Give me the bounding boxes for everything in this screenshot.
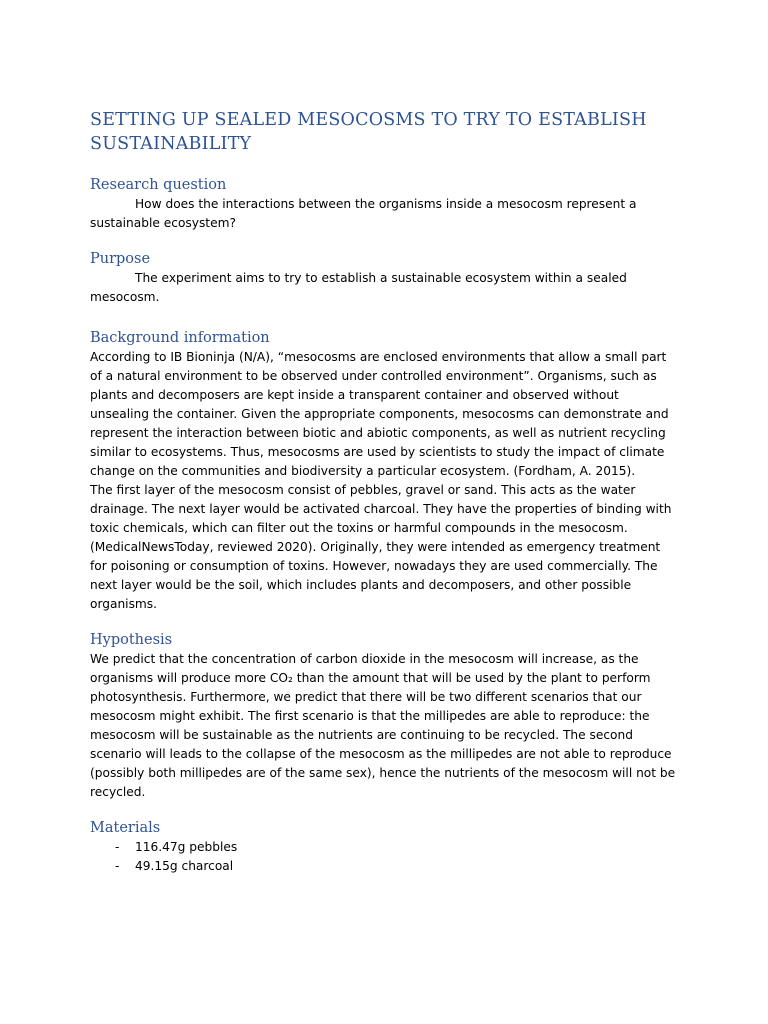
hypothesis-heading: Hypothesis (90, 632, 173, 648)
document-title: SETTING UP SEALED MESOCOSMS TO TRY TO ESTABLISH SUSTAINABILITY (90, 110, 647, 154)
materials-item-label: 116.47g pebbles (135, 840, 238, 854)
research-question-text: How does the interactions between the organisms inside a mesocosm represent a sustainable ecosystem? (90, 197, 637, 230)
research-question-heading: Research question (90, 177, 227, 193)
bullet-dash: - (115, 859, 120, 873)
background-paragraph-2: The first layer of the mesocosm consist of pebbles, gravel or sand. This acts as the water drainage. The next layer would be activated charcoal. They have the properties of binding with toxic chemicals, which can filter out the toxins or harmful compounds in the mesocosm. (MedicalNewsToday, reviewed 2020). Originally, they were intended as emergency treatment for poisoning or consumption of toxins. However, nowadays they are used commercially. The next layer would be the soil, which includes plants and decomposers, and other possible organisms. (90, 483, 672, 611)
materials-heading: Materials (90, 820, 161, 836)
materials-list (90, 838, 678, 876)
purpose-heading: Purpose (90, 251, 151, 267)
hypothesis-text: We predict that the concentration of carbon dioxide in the mesocosm will increase, as the organisms will produce more CO₂ than the amount that will be used by the plant to perform photosynthesis. Furthermore, we predict that there will be two different scenarios that our mesocosm might exhibit. The first scenario is that the millipedes are able to reproduce: the mesocosm will be sustainable as the nutrients are continuing to be recycled. The second scenario will leads to the collapse of the mesocosm as the millipedes are not able to reproduce (possibly both millipedes are of the same sex), hence the nutrients of the mesocosm will not be recycled. (90, 652, 676, 799)
materials-item (115, 838, 678, 857)
background-heading: Background information (90, 330, 270, 346)
bullet-dash: - (115, 840, 120, 854)
materials-item-label: 49.15g charcoal (135, 859, 234, 873)
purpose-text: The experiment aims to try to establish a sustainable ecosystem within a sealed mesocosm. (90, 271, 627, 304)
materials-item (115, 857, 678, 876)
background-paragraph-1: According to IB Bioninja (N/A), “mesocosms are enclosed environments that allow a small part of a natural environment to be observed under controlled environment”. Organisms, such as plants and decomposers are kept inside a transparent container and observed without unsealing the container. Given the appropriate components, mesocosms can demonstrate and represent the interaction between biotic and abiotic components, as well as nutrient recycling similar to ecosystems. Thus, mesocosms are used by scientists to study the impact of climate change on the communities and biodiversity a particular ecosystem. (Fordham, A. 2015). (90, 350, 669, 478)
